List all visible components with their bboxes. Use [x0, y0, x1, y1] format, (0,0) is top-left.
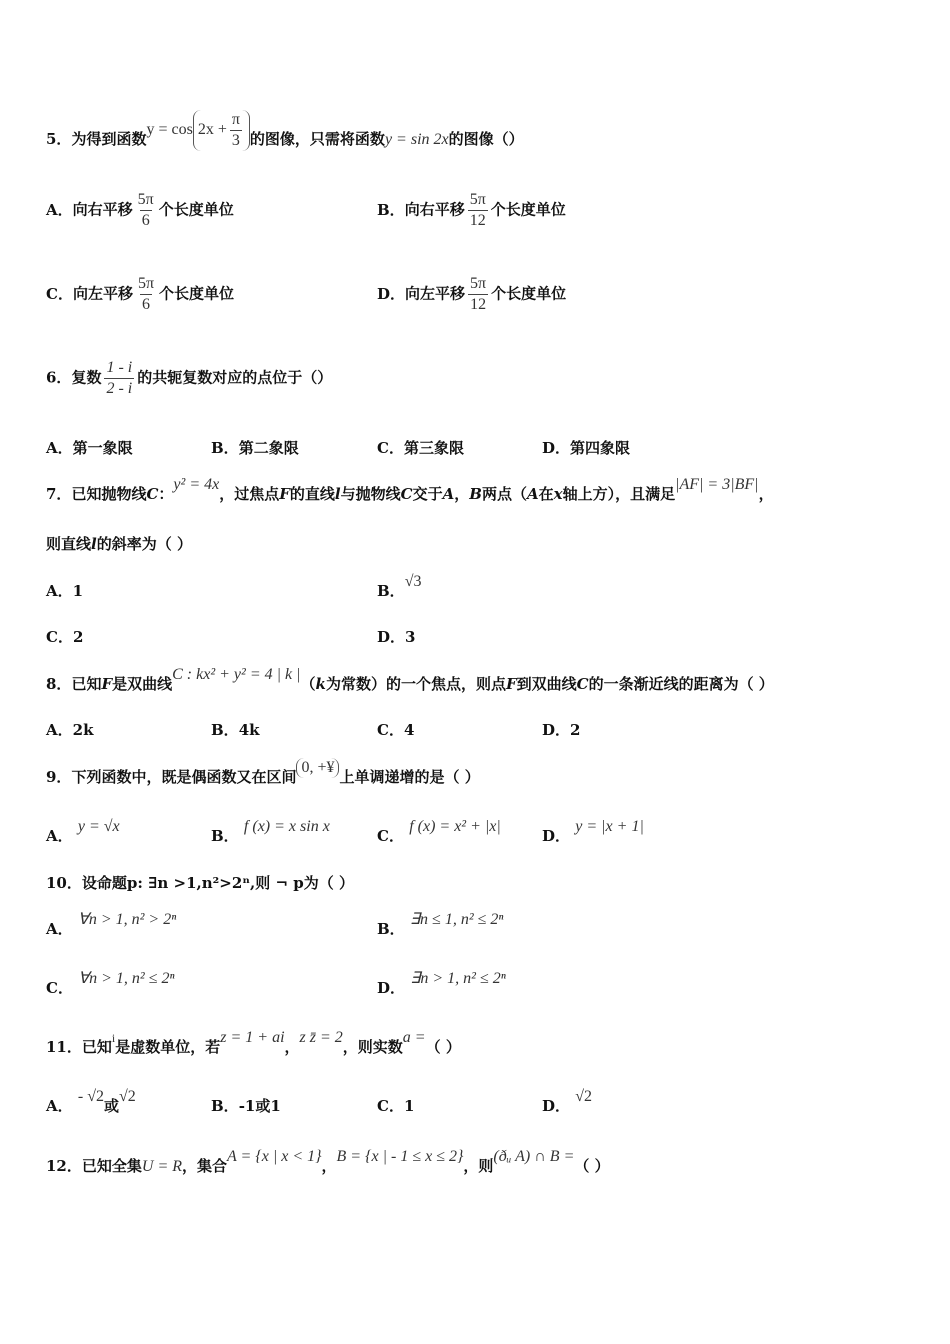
- q8-option-b: B．4k: [211, 721, 260, 739]
- q11-z-def: z = 1 + ai: [220, 1029, 285, 1046]
- q12-expression: (ðᵤ A) ∩ B =: [493, 1148, 575, 1165]
- q10-option-a: A． ∀n > 1, n² > 2ⁿ: [46, 911, 177, 938]
- question-11-stem: 11．已知$^i$是虚数单位，若z = 1 + ai，z z̄ = 2，则实数a =（ ）: [46, 1029, 461, 1056]
- q8-number: 8．: [46, 675, 72, 693]
- paren-group: 2x + $\frac{\pi}{3}$: [193, 110, 250, 151]
- q7-option-b: B．√3: [377, 573, 422, 600]
- q5-formula-2: y = sin 2x: [384, 131, 449, 149]
- q8-option-c: C．4: [377, 721, 415, 739]
- question-7-line-2: 则直线l的斜率为（ ）: [46, 535, 192, 553]
- q8-hyperbola-eq: C : kx² + y² = 4 | k |: [172, 666, 301, 683]
- q12-number: 12．: [46, 1157, 82, 1175]
- question-6-stem: 6．复数 $\frac{1 - i}{2 - i}$ 的共轭复数对应的点位于（）: [46, 359, 333, 397]
- q9-option-a: A． y = √x: [46, 818, 120, 845]
- q5-number: 5．: [46, 130, 72, 149]
- q10-option-d: D． ∃n > 1, n² ≤ 2ⁿ: [377, 970, 506, 997]
- question-10-stem: 10．设命题p: ∃n >1,n²>2ⁿ,则 ¬ p为（ ）: [46, 874, 354, 892]
- q5-option-a: A．向右平移 $\frac{5\pi}{6}$ 个长度单位: [46, 191, 234, 229]
- q7-number: 7．: [46, 485, 72, 503]
- q5-formula-1: y = cos 2x + $\frac{\pi}{3}$: [146, 121, 249, 138]
- question-9-stem: 9．下列函数中，既是偶函数又在区间0, +¥上单调递增的是（ ）: [46, 759, 480, 786]
- q12-set-b: B = {x | - 1 ≤ x ≤ 2}: [336, 1148, 464, 1165]
- question-5-stem: [46, 111, 524, 161]
- q6-option-a: A．第一象限: [46, 439, 133, 457]
- q10-option-b: B． ∃n ≤ 1, n² ≤ 2ⁿ: [377, 911, 504, 938]
- q11-option-c: C．1: [377, 1097, 415, 1115]
- q7-condition: |AF| = 3|BF|: [675, 476, 759, 493]
- q5-text-3: 的图像（）: [448, 130, 524, 149]
- q9-option-b: B． f (x) = x sin x: [211, 818, 330, 845]
- q6-option-b: B．第二象限: [211, 439, 299, 457]
- q11-option-b: B．-1或1: [211, 1097, 281, 1115]
- q8-option-d: D．2: [542, 721, 581, 739]
- question-7-stem: 7．已知抛物线C：y² = 4x，过焦点F的直线l与抛物线C交于A，B两点（A在x轴上方），且满足|AF| = 3|BF|，: [46, 476, 774, 503]
- q7-option-a: A．1: [46, 582, 84, 600]
- q10-number: 10．: [46, 874, 82, 892]
- q9-number: 9．: [46, 768, 72, 786]
- q8-option-a: A．2k: [46, 721, 94, 739]
- question-8-stem: 8．已知F是双曲线C : kx² + y² = 4 | k |（k为常数）的一个焦点，则点F到双曲线C的一条渐近线的距离为（ ）: [46, 666, 774, 693]
- q5-text-1: 为得到函数: [71, 130, 147, 149]
- q10-option-c: C． ∀n > 1, n² ≤ 2ⁿ: [46, 970, 175, 997]
- q6-number: 6．: [46, 368, 72, 387]
- q6-option-c: C．第三象限: [377, 439, 464, 457]
- q11-option-d: D． √2: [542, 1088, 593, 1115]
- q9-option-d: D． y = |x + 1|: [542, 818, 644, 845]
- q9-interval: 0, +¥: [296, 758, 339, 778]
- q11-number: 11．: [46, 1038, 82, 1056]
- q12-universe: U = R: [141, 1158, 183, 1175]
- q5-option-c: C．向左平移 $\frac{5\pi}{6}$ 个长度单位: [46, 275, 235, 313]
- fraction-pi-over-3: $\frac{\pi}{3}$: [231, 111, 240, 149]
- q5-option-b: B．向右平移 $\frac{5\pi}{12}$ 个长度单位: [377, 191, 566, 229]
- q11-zz-cond: z z̄ = 2: [299, 1029, 343, 1046]
- q5-option-d: D．向左平移 $\frac{5\pi}{12}$ 个长度单位: [377, 275, 567, 313]
- q6-option-d: D．第四象限: [542, 439, 631, 457]
- q7-option-c: C．2: [46, 628, 84, 646]
- q5-text-2: 的图像，只需将函数: [249, 130, 385, 149]
- q12-set-a: A = {x | x < 1}: [227, 1148, 322, 1165]
- q6-fraction: $\frac{1 - i}{2 - i}$: [106, 359, 133, 397]
- q7-option-d: D．3: [377, 628, 416, 646]
- question-12-stem: 12．已知全集U = R，集合A = {x | x < 1}，B = {x | - 1 ≤ x ≤ 2}，则(ðᵤ A) ∩ B =（ ）: [46, 1148, 610, 1175]
- q9-option-c: C． f (x) = x² + |x|: [377, 818, 501, 845]
- q11-option-a: A． - √2或√2: [46, 1088, 136, 1115]
- q7-parabola-eq: y² = 4x: [173, 476, 220, 493]
